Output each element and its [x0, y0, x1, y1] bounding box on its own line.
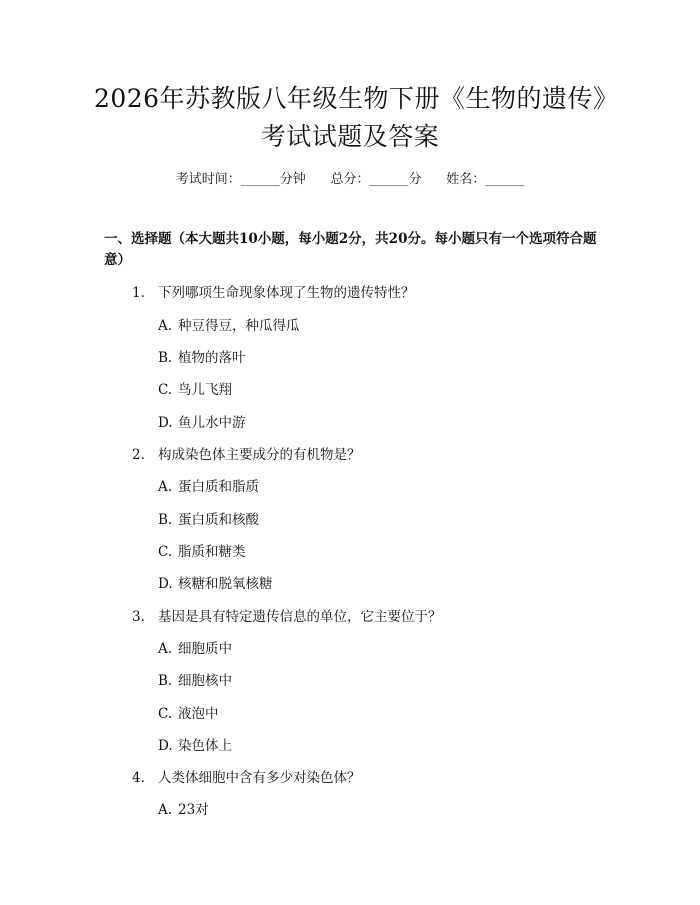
question-text: 下列哪项生命现象体现了生物的遗传特性？	[158, 285, 415, 301]
question-3-option-c	[158, 702, 219, 722]
option-text: 细胞核中	[178, 673, 232, 689]
option-letter: B.	[158, 512, 173, 528]
option-letter: A.	[158, 479, 173, 495]
option-text: 蛋白质和脂质	[178, 479, 259, 495]
document-title: 2026年苏教版八年级生物下册《生物的遗传》考试试题及答案	[93, 84, 607, 151]
option-letter: D.	[158, 738, 173, 754]
question-2-option-d	[158, 572, 273, 592]
question-2	[132, 443, 361, 463]
question-1-option-c	[158, 378, 232, 398]
option-text: 植物的落叶	[178, 350, 246, 366]
section-heading: 一、选择题（本大题共10小题，每小题2分，共20分。每小题只有一个选项符合题意）	[104, 231, 597, 268]
option-letter: D.	[158, 576, 173, 592]
option-letter: C.	[158, 706, 173, 722]
option-letter: A.	[158, 641, 173, 657]
question-number: 1.	[132, 285, 145, 301]
option-text: 细胞质中	[178, 641, 232, 657]
question-1	[132, 281, 415, 301]
question-text: 基因是具有特定遗传信息的单位，它主要位于？	[158, 609, 442, 625]
question-1-option-b	[158, 346, 246, 366]
question-text: 人类体细胞中含有多少对染色体？	[158, 770, 361, 786]
option-text: 鱼儿水中游	[178, 415, 246, 431]
option-text: 染色体上	[178, 738, 232, 754]
question-4-option-a	[158, 798, 209, 818]
option-text: 23对	[178, 802, 209, 818]
exam-info-line: 考试时间：______分钟 总分：______分 姓名：______	[175, 172, 525, 187]
question-2-option-a	[158, 475, 259, 495]
option-letter: D.	[158, 415, 173, 431]
option-text: 液泡中	[178, 706, 219, 722]
question-number: 2.	[132, 447, 145, 463]
question-4	[132, 766, 361, 786]
option-letter: A.	[158, 318, 173, 334]
option-letter: B.	[158, 673, 173, 689]
option-letter: C.	[158, 544, 173, 560]
question-text: 构成染色体主要成分的有机物是？	[158, 447, 361, 463]
question-2-option-c	[158, 540, 246, 560]
option-text: 鸟儿飞翔	[178, 382, 232, 398]
option-letter: C.	[158, 382, 173, 398]
question-number: 4.	[132, 770, 145, 786]
option-text: 核糖和脱氧核糖	[178, 576, 273, 592]
option-letter: A.	[158, 802, 173, 818]
question-number: 3.	[132, 609, 145, 625]
option-text: 脂质和糖类	[178, 544, 246, 560]
option-text: 蛋白质和核酸	[178, 512, 259, 528]
question-3-option-a	[158, 637, 232, 657]
question-1-option-d	[158, 411, 246, 431]
option-text: 种豆得豆，种瓜得瓜	[178, 318, 300, 334]
question-2-option-b	[158, 508, 259, 528]
question-1-option-a	[158, 314, 300, 334]
question-3	[132, 605, 442, 625]
question-3-option-b	[158, 669, 232, 689]
question-3-option-d	[158, 734, 232, 754]
option-letter: B.	[158, 350, 173, 366]
